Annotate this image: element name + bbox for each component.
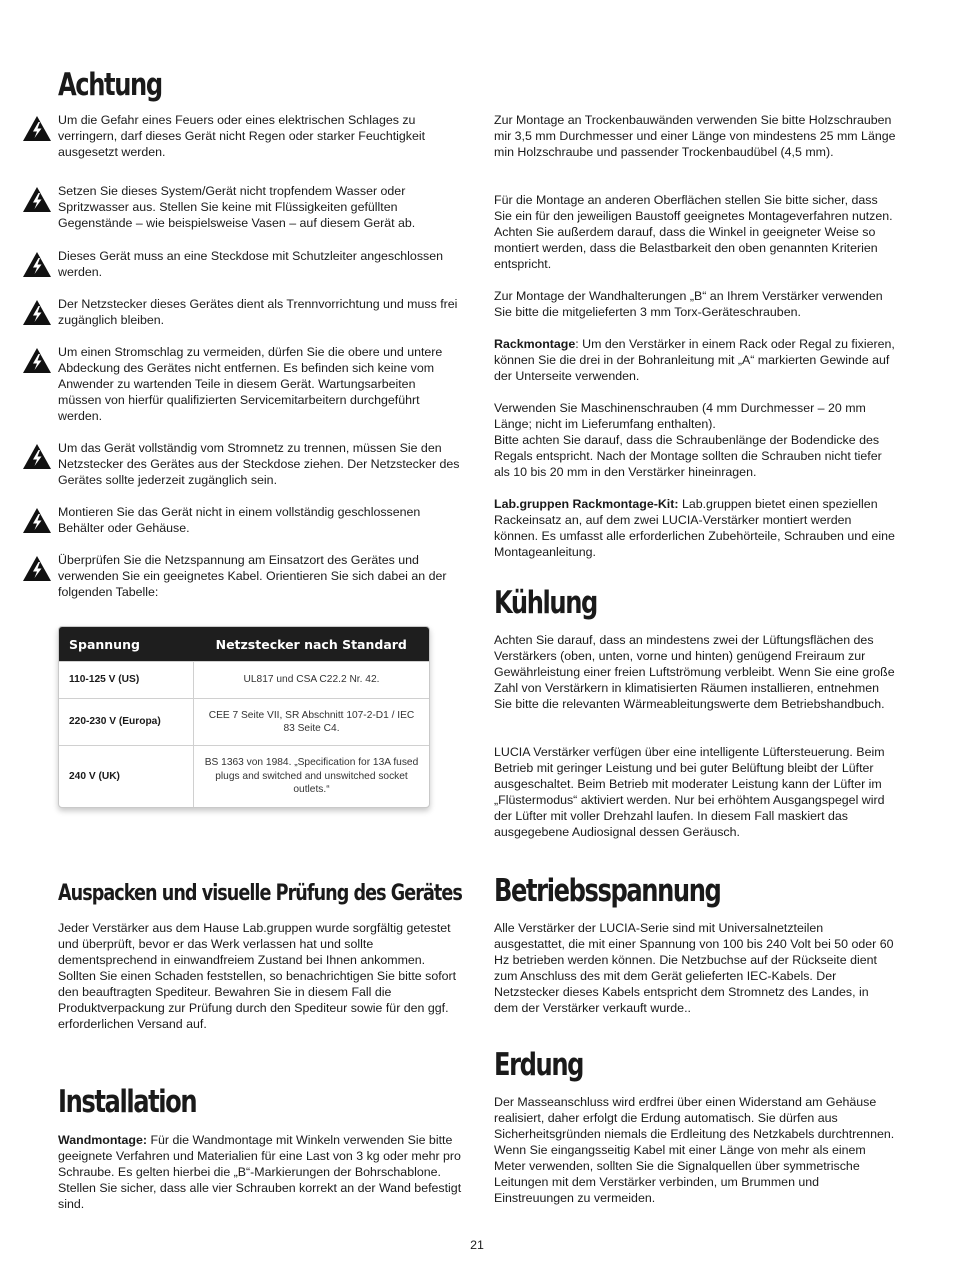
warning-item (58, 552, 462, 600)
grounding-heading: Erdung (494, 1047, 584, 1083)
drywall-paragraph: Zur Montage an Trockenbauwänden verwenden Sie bitte Holzschrauben mir 3,5 mm Durchmesser und einer Länge von mindestens 25 mm Länge min Holzschraube und passender Trockenbaudübel (4,5 mm). (494, 113, 896, 159)
voltage-cell: 110-125 V (US) (59, 662, 194, 699)
electric-shock-warning-icon (22, 347, 52, 374)
warning-text: Dieses Gerät muss an eine Steckdose mit Schutzleiter angeschlossen werden. (58, 249, 443, 279)
bracket-paragraph: Zur Montage der Wandhalterungen „B“ an Ihrem Verstärker verwenden Sie bitte die mitgelieferten 3 mm Torx-Geräteschrauben. (494, 289, 883, 319)
electric-shock-warning-icon (22, 186, 52, 213)
other-surfaces-paragraph: Für die Montage an anderen Oberflächen stellen Sie bitte sicher, dass Sie ein für den jeweiligen Baustoff geeignetes Montageverfahren nutzen. Achten Sie außerdem darauf, dass die Winkel in geeigneter Weise so montiert werden, dass die Belastbarkeit den oben genannten Kriterien entspricht. (494, 193, 893, 271)
electric-shock-warning-icon (22, 299, 52, 326)
warning-text: Um einen Stromschlag zu vermeiden, dürfen Sie die obere und untere Abdeckung des Gerätes nicht entfernen. Es befinden sich keine vom Anwender zu wartenden Teile in diesem Gerät. Wartungsarbeiten müssen von hierfür qualifizierten Servicemitarbeitern durchgeführt werden. (58, 345, 443, 423)
rack-kit-paragraph (494, 496, 896, 560)
wall-mount-text: Für die Wandmontage mit Winkeln verwenden Sie bitte geeignete Verfahren und Materialien für eine Last von 3 kg oder mehr pro Schraube. Es gelten hierbei die „B“-Markierungen der Bohrschablone. Stellen Sie sicher, dass alle vier Schrauben korrekt an der Wand befestigt sind. (58, 1133, 462, 1211)
rack-mount-paragraph (494, 336, 896, 384)
warning-text: Um das Gerät vollständig vom Stromnetz zu trennen, müssen Sie den Netzstecker des Gerätes aus der Steckdose ziehen. Der Netzstecker des Gerätes sollte jederzeit zugänglich sein. (58, 441, 460, 487)
wall-mount-paragraph (58, 1132, 462, 1212)
rack-kit-text: Lab.gruppen bietet einen speziellen Rackeinsatz an, auf dem zwei LUCIA-Verstärker montiert werden können. Es umfasst alle erforderlichen Zubehörteile, Schrauben und eine Montageanleitung. (494, 497, 895, 559)
table-row (59, 662, 429, 699)
unpack-heading: Auspacken und visuelle Prüfung des Gerätes (58, 881, 462, 906)
warning-text: Um die Gefahr eines Feuers oder eines elektrischen Schlages zu verringern, darf dieses Gerät nicht Regen oder starker Feuchtigkeit ausgesetzt werden. (58, 113, 426, 159)
table-header-standard: Netzstecker nach Standard (194, 627, 430, 662)
wall-mount-label: Wandmontage: (58, 1133, 148, 1147)
rack-kit-label: Lab.gruppen Rackmontage-Kit: (494, 497, 679, 511)
standard-cell: UL817 und CSA C22.2 Nr. 42. (194, 662, 430, 699)
electric-shock-warning-icon (22, 555, 52, 582)
electric-shock-warning-icon (22, 443, 52, 470)
warning-item (58, 296, 462, 328)
warning-item (58, 183, 462, 231)
warning-text: Überprüfen Sie die Netzspannung am Einsatzort des Gerätes und verwenden Sie ein geeignetes Kabel. Orientieren Sie sich dabei an der folgenden Tabelle: (58, 553, 447, 599)
screws-paragraph-2: Bitte achten Sie darauf, dass die Schraubenlänge der Bodendicke des Regals entspricht. Nach der Montage sollten die Schrauben nicht tiefer als 10 bis 20 mm in den Verstärker hineinragen. (494, 433, 882, 479)
table-header-voltage: Spannung (59, 627, 194, 662)
cooling-paragraph: Achten Sie darauf, dass an mindestens zwei der Lüftungsflächen des Verstärkers (oben, unten, vorne und hinten) genügend Freiraum zur Gewährleistung einer freien Luftströmung verbleibt. Wenn Sie eine große Zahl von Verstärkern in klimatisierten Räumen installieren, entnehmen Sie bitte die relevanten Wärmeableitungswerte dem Betriebshandbuch. (494, 633, 895, 711)
rack-mount-label: Rackmontage (494, 337, 576, 351)
warning-item (58, 112, 462, 160)
standard-cell: CEE 7 Seite VII, SR Abschnitt 107-2-D1 / IEC 83 Seite C4. (194, 699, 430, 746)
warning-text: Montieren Sie das Gerät nicht in einem vollständig geschlossenen Behälter oder Gehäuse. (58, 505, 421, 535)
grounding-paragraph: Der Masseanschluss wird erdfrei über einen Widerstand am Gehäuse realisiert, daher erfolgt die Erdung automatisch. Sie dürfen aus Sicherheitsgründen niemals die Erdleitung des Netzkabels durchtrennen. Wenn Sie eingangsseitig Kabel mit einer Länge von mehr als einem Meter verwenden, sollten Sie die Signalquellen über symmetrische Leitungen mit dem Verstärker verbinden, um Brummen und Einstreuungen zu vermeiden. (494, 1095, 895, 1205)
operating-voltage-heading: Betriebsspannung (494, 873, 721, 909)
voltage-cell: 240 V (UK) (59, 746, 194, 807)
installation-heading: Installation (58, 1084, 197, 1120)
standard-cell: BS 1363 von 1984. „Specification for 13A fused plugs and switched and unswitched socket outlets.“ (194, 746, 430, 807)
warning-item (58, 504, 462, 536)
screws-paragraph: Verwenden Sie Maschinenschrauben (4 mm Durchmesser – 20 mm Länge; nicht im Lieferumfang enthalten). (494, 401, 866, 431)
unpack-paragraph: Jeder Verstärker aus dem Hause Lab.gruppen wurde sorgfältig getestet und überprüft, bevor er das Werk verlassen hat und sollte dementsprechend in einwandfreiem Zustand bei Ihnen ankommen. Sollten Sie einen Schaden feststellen, so benachrichtigen Sie bitte sofort den beauftragten Spediteur. Bewahren Sie in diesem Fall die Produktverpackung zur Prüfung durch den Spediteur sowie für den ggf. erforderlichen Versand auf. (58, 921, 457, 1031)
warning-item (58, 344, 462, 424)
cooling-paragraph-2: LUCIA Verstärker verfügen über eine intelligente Lüftersteuerung. Beim Betrieb mit geringer Leistung und bei guter Belüftung bleibt der Lüfter ausgeschaltet. Beim Betrieb mit moderater Leistung kann der Lüfter im „Flüstermodus“ aktiviert werden. Nur bei erhöhtem Ausgangspegel wird der Lüfter mit voller Drehzahl laufen. In diesem Fall maskiert das ausgegebene Audiosignal dessen Geräusch. (494, 745, 885, 839)
table-row (59, 699, 429, 746)
electric-shock-warning-icon (22, 115, 52, 142)
voltage-cell: 220-230 V (Europa) (59, 699, 194, 746)
plug-standard-table (58, 626, 430, 808)
table-row (59, 746, 429, 807)
electric-shock-warning-icon (22, 251, 52, 278)
page-number: 21 (470, 1238, 484, 1252)
rack-mount-text: : Um den Verstärker in einem Rack oder Regal zu fixieren, können Sie die drei in der Bohranleitung mit „A“ markierten Gewinde auf der Unterseite verwenden. (494, 337, 895, 383)
achtung-heading: Achtung (58, 67, 162, 103)
cooling-heading: Kühlung (494, 585, 597, 621)
warning-item (58, 248, 462, 280)
operating-voltage-paragraph: Alle Verstärker der LUCIA-Serie sind mit Universalnetzteilen ausgestattet, die mit einer Spannung von 100 bis 240 Volt bei 50 oder 60 Hz betrieben werden können. Die Netzbuchse auf der Rückseite dient zum Anschluss des mit dem Gerät gelieferten IEC-Kabels. Der Netzstecker dieses Kabels entspricht dem Stromnetz des Landes, in dem der Verstärker verkauft wurde.. (494, 921, 894, 1015)
warning-item (58, 440, 462, 488)
electric-shock-warning-icon (22, 507, 52, 534)
warning-text: Setzen Sie dieses System/Gerät nicht tropfendem Wasser oder Spritzwasser aus. Stellen Sie keine mit Flüssigkeiten gefüllten Gegenstände – wie beispielsweise Vasen – auf diesem Gerät ab. (58, 184, 416, 230)
warning-text: Der Netzstecker dieses Gerätes dient als Trennvorrichtung und muss frei zugänglich bleiben. (58, 297, 458, 327)
